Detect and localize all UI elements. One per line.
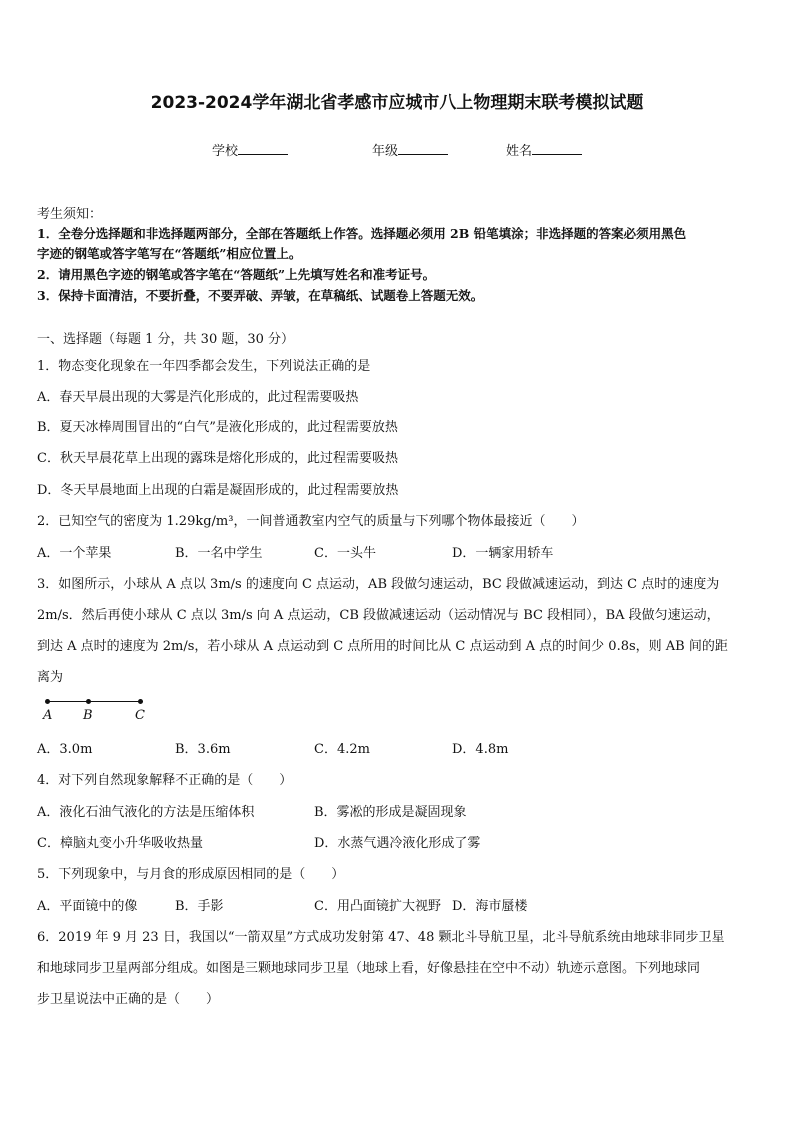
q5-option-c: C．用凸面镜扩大视野 xyxy=(314,899,441,914)
grade-label: 年级 xyxy=(372,144,399,159)
q3-option-a: A．3.0m xyxy=(37,742,93,757)
grade-blank[interactable] xyxy=(398,141,448,155)
point-b-dot xyxy=(86,699,91,704)
school-label: 学校 xyxy=(212,144,239,159)
notice-line-1b: 字迹的钢笔或答字笔写在“答题纸”相应位置上。 xyxy=(37,246,302,261)
q2-option-b: B．一名中学生 xyxy=(175,546,263,561)
notice-line-3: 3．保持卡面清洁，不要折叠，不要弄破、弄皱，在草稿纸、试题卷上答题无效。 xyxy=(37,288,484,303)
name-label: 姓名 xyxy=(506,144,533,159)
q2-option-c: C．一头牛 xyxy=(314,546,376,561)
point-c-dot xyxy=(138,699,143,704)
q4-option-d: D．水蒸气遇冷液化形成了雾 xyxy=(314,836,481,851)
q2-option-a: A．一个苹果 xyxy=(37,546,112,561)
q1-option-b: B．夏天冰棒周围冒出的“白气”是液化形成的，此过程需要放热 xyxy=(37,420,398,435)
diagram-segment xyxy=(47,701,143,702)
q3-option-c: C．4.2m xyxy=(314,742,370,757)
notice-heading: 考生须知： xyxy=(37,207,103,222)
q5-option-a: A．平面镜中的像 xyxy=(37,899,138,914)
q4-option-b: B．雾凇的形成是凝固现象 xyxy=(314,805,467,820)
section-heading: 一、选择题（每题 1 分，共 30 题，30 分） xyxy=(37,332,295,347)
q3-line-1: 3．如图所示，小球从 A 点以 3m/s 的速度向 C 点运动，AB 段做匀速运动，BC 段做减速运动，到达 C 点时的速度为 xyxy=(37,577,720,592)
q5-option-b: B．手影 xyxy=(175,899,224,914)
page-title: 2023-2024学年湖北省孝感市应城市八上物理期末联考模拟试题 xyxy=(150,93,644,113)
point-a-dot xyxy=(45,699,50,704)
q1-option-d: D．冬天早晨地面上出现的白霜是凝固形成的，此过程需要放热 xyxy=(37,483,399,498)
q2-stem: 2．已知空气的密度为 1.29kg/m³，一间普通教室内空气的质量与下列哪个物体最接近（ ） xyxy=(37,514,585,529)
notice-line-1a: 1．全卷分选择题和非选择题两部分，全部在答题纸上作答。选择题必须用 2B 铅笔填涂；非选择题的答案必须用黑色 xyxy=(37,226,687,241)
q5-option-d: D．海市蜃楼 xyxy=(452,899,528,914)
q3-line-3: 到达 A 点时的速度为 2m/s，若小球从 A 点运动到 C 点所用的时间比从 C 点运动到 A 点的时间少 0.8s，则 AB 间的距 xyxy=(37,639,728,654)
q4-stem: 4．对下列自然现象解释不正确的是（ ） xyxy=(37,773,293,788)
q4-option-a: A．液化石油气液化的方法是压缩体积 xyxy=(37,805,255,820)
q4-option-c: C．樟脑丸变小升华吸收热量 xyxy=(37,836,203,851)
q2-option-d: D．一辆家用轿车 xyxy=(452,546,554,561)
q3-option-d: D．4.8m xyxy=(452,742,509,757)
notice-line-2: 2．请用黑色字迹的钢笔或答字笔在“答题纸”上先填写姓名和准考证号。 xyxy=(37,267,436,282)
q3-line-2: 2m/s．然后再使小球从 C 点以 3m/s 向 A 点运动，CB 段做减速运动（运动情况与 BC 段相同），BA 段做匀速运动， xyxy=(37,608,720,623)
q1-option-a: A．春天早晨出现的大雾是汽化形成的，此过程需要吸热 xyxy=(37,390,359,405)
name-field[interactable] xyxy=(506,140,582,159)
q3-line-4: 离为 xyxy=(37,670,64,685)
name-blank[interactable] xyxy=(532,141,582,155)
grade-field[interactable] xyxy=(372,140,448,159)
q6-line-1: 6．2019 年 9 月 23 日，我国以“一箭双星”方式成功发射第 47、48 颗北斗导航卫星，北斗导航系统由地球非同步卫星 xyxy=(37,930,725,945)
point-c-label: C xyxy=(135,708,145,723)
point-b-label: B xyxy=(83,708,93,723)
q3-option-b: B．3.6m xyxy=(175,742,231,757)
point-a-label: A xyxy=(43,708,53,723)
abc-line-diagram xyxy=(40,696,160,726)
q1-stem: 1．物态变化现象在一年四季都会发生，下列说法正确的是 xyxy=(37,359,371,374)
q5-stem: 5．下列现象中，与月食的形成原因相同的是（ ） xyxy=(37,867,345,882)
q6-line-2: 和地球同步卫星两部分组成。如图是三颗地球同步卫星（地球上看，好像悬挂在空中不动）轨迹示意图。下列地球同 xyxy=(37,961,701,976)
school-blank[interactable] xyxy=(238,141,288,155)
q6-line-3: 步卫星说法中正确的是（ ） xyxy=(37,992,220,1007)
q1-option-c: C．秋天早晨花草上出现的露珠是熔化形成的，此过程需要吸热 xyxy=(37,451,398,466)
school-field[interactable] xyxy=(212,140,288,159)
